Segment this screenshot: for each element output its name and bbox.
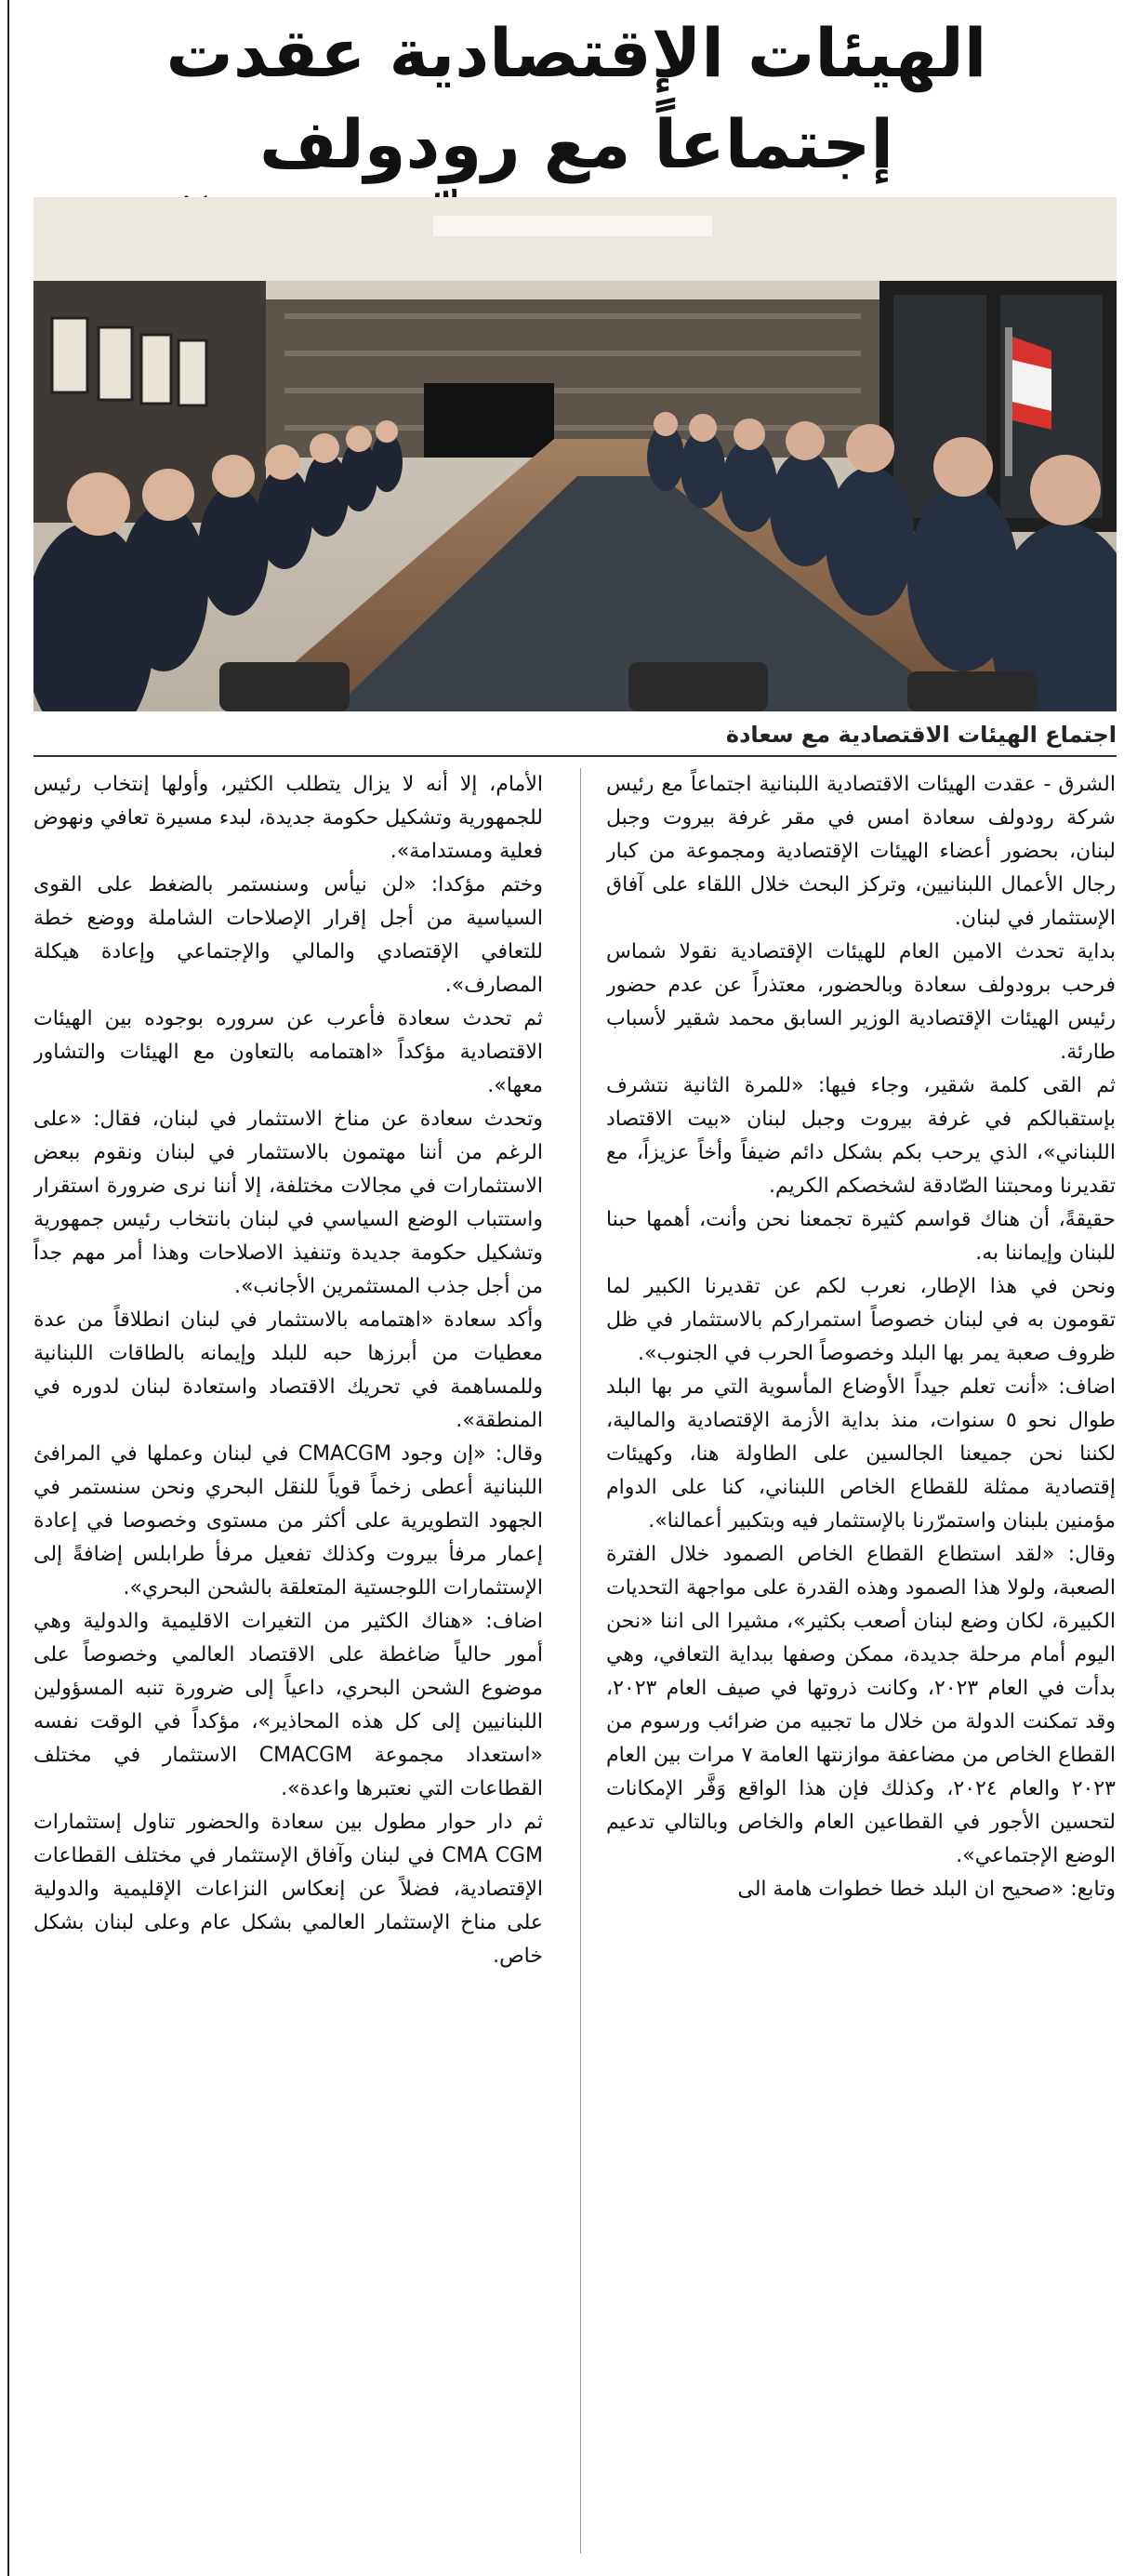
meeting-photo-illustration [33, 197, 1117, 711]
article-paragraph: اضاف: «هناك الكثير من التغيرات الاقليمية والدولية وهي أمور حالياً ضاغطة على الاقتصاد العالمي وخصوصاً على موضوع الشحن البحري، داعياً إلى ضرورة تنبه المسؤولين اللبنانيين إلى كل هذه المحاذير»، مؤكداً في الوقت نفسه «استعداد مجموعة CMACGM الاستثمار في مختلف القطاعات التي نعتبرها واعدة». [33, 1610, 543, 1800]
article-paragraph: الأمام، إلا أنه لا يزال يتطلب الكثير، وأولها إنتخاب رئيس للجمهورية وتشكيل حكومة جديدة، لبدء مسيرة تعافي ونهوض فعلية ومستدامة». [33, 773, 543, 863]
article-paragraph: وتابع: «صحيح ان البلد خطا خطوات هامة الى [737, 1878, 1116, 1901]
article-paragraph: الشرق - عقدت الهيئات الاقتصادية اللبنانية اجتماعاً مع رئيس شركة رودولف سعادة امس في مقر غرفة بيروت وجبل لبنان، بحضور أعضاء الهيئات الإقتصادية ومجموعة من كبار رجال الأعمال اللبنانيين، وتركز البحث خلال اللقاء على آفاق الإستثمار في لبنان. [606, 773, 1116, 930]
article-paragraph: وختم مؤكدا: «لن نيأس وسنستمر بالضغط على القوى السياسية من أجل إقرار الإصلاحات الشاملة ووضع خطة للتعافي الإقتصادي والمالي والإجتماعي وإعادة هيكلة المصارف». [33, 873, 543, 997]
article-paragraph: ثم دار حوار مطول بين سعادة والحضور تناول إستثمارات CMA CGM في لبنان وآفاق الإستثمار في مختلف القطاعات الإقتصادية، فضلاً عن إنعكاس النزاعات الإقليمية والدولية على مناخ الإستثمار العالمي بشكل عام وعلى لبنان بشكل خاص. [33, 1811, 543, 1968]
article-paragraph: بداية تحدث الامين العام للهيئات الإقتصادية نقولا شماس فرحب برودولف سعادة وبالحضور، معتذراً عن عدم حضور رئيس الهيئات الإقتصادية الوزير السابق محمد شقير لأسباب طارئة. [606, 940, 1116, 1064]
article-paragraph: اضاف: «أنت تعلم جيداً الأوضاع المأسوية التي مر بها البلد طوال نحو ٥ سنوات، منذ بداية الأزمة الإقتصادية والمالية، لكننا نحن جميعنا الجالسين على الطاولة هنا، وكهيئات إقتصادية ممثلة للقطاع الخاص اللبناني، كنا على الدوام مؤمنين بلبنان واستمرّرنا بالإستثمار فيه وبتكبير أعمالنا». [606, 1375, 1116, 1533]
article-paragraph: وقال: «لقد استطاع القطاع الخاص الصمود خلال الفترة الصعبة، ولولا هذا الصمود وهذه القدرة على مواجهة التحديات الكبيرة، لكان وضع لبنان أصعب بكثير»، مشيرا الى اننا «نحن اليوم أمام مرحلة جديدة، ممكن وصفها ببداية التعافي، وهي بدأت في العام ٢٠٢٣، وكانت ذروتها في صيف العام ٢٠٢٣، وقد تمكنت الدولة من خلال ما تجبيه من ضرائب ورسوم من القطاع الخاص من مضاعفة موازنتها العامة ٧ مرات بين العام ٢٠٢٣ والعام ٢٠٢٤، وكذلك فإن هذا الواقع وَفَّر الإمكانات لتحسين الأجور في القطاعين العام والخاص وبالتالي تدعيم الوضع الإجتماعي». [606, 1543, 1116, 1867]
article-paragraph: وقال: «إن وجود CMACGM في لبنان وعملها في المرافئ اللبنانية أعطى زخماً قوياً للنقل البحري ونحن سنستمر في الجهود التطويرية على أكثر من مستوى وخصوصا في إعادة إعمار مرفأ بيروت وكذلك تفعيل مرفأ طرابلس إضافةً إلى الإستثمارات اللوجستية المتعلقة بالشحن البحري». [33, 1442, 543, 1600]
article-paragraph: وأكد سعادة «اهتمامه بالاستثمار في لبنان انطلاقاً من عدة معطيات من أبرزها حبه للبلد وإيمانه بالطاقات اللبنانية وللمساهمة في تحريك الاقتصاد واستعادة لبنان لدوره في المنطقة». [33, 1308, 543, 1432]
article-column-left [33, 768, 543, 2572]
article-column-right [606, 768, 1116, 2572]
photo-caption: اجتماع الهيئات الاقتصادية مع سعادة [725, 722, 1117, 748]
caption-divider [33, 755, 1117, 757]
meeting-room-photo [33, 197, 1117, 711]
column-divider [580, 768, 581, 2554]
headline-line-1: الهيئات الإقتصادية عقدت إجتماعاً مع رودولف [165, 14, 987, 183]
page-left-rule [7, 0, 9, 2576]
article-paragraph: ثم القى كلمة شقير، وجاء فيها: «للمرة الثانية نتشرف بإستقبالكم في غرفة بيروت وجبل لبنان «بيت الاقتصاد اللبناني»، الذي يرحب بكم بشكل دائم ضيفاً وأخاً عزيزاً، مع تقديرنا ومحبتنا الصّادقة لشخصكم الكريم. [606, 1074, 1116, 1198]
article-paragraph: وتحدث سعادة عن مناخ الاستثمار في لبنان، فقال: «على الرغم من أننا مهتمون بالاستثمار في لبنان ونقوم ببعض الاستثمارات في مجالات مختلفة، إلا أننا نرى ضرورة استقرار واستتباب الوضع السياسي في لبنان بانتخاب رئيس جمهورية وتشكيل حكومة جديدة وتنفيذ الاصلاحات وهذا أمر مهم جداً من أجل جذب المستثمرين الأجانب». [33, 1108, 543, 1298]
article-paragraph: ونحن في هذا الإطار، نعرب لكم عن تقديرنا الكبير لما تقومون به في لبنان خصوصاً استمراركم بالاستثمار في ظل ظروف صعبة يمر بها البلد وخصوصاً الحرب في الجنوب». [606, 1275, 1116, 1365]
article-paragraph: ثم تحدث سعادة فأعرب عن سروره بوجوده بين الهيئات الاقتصادية مؤكداً «اهتمامه بالتعاون مع الهيئات والتشاور معها». [33, 1007, 543, 1097]
article-paragraph: حقيقةً، أن هناك قواسم كثيرة تجمعنا نحن وأنت، أهمها حبنا للبنان وإيماننا به. [606, 1208, 1116, 1265]
